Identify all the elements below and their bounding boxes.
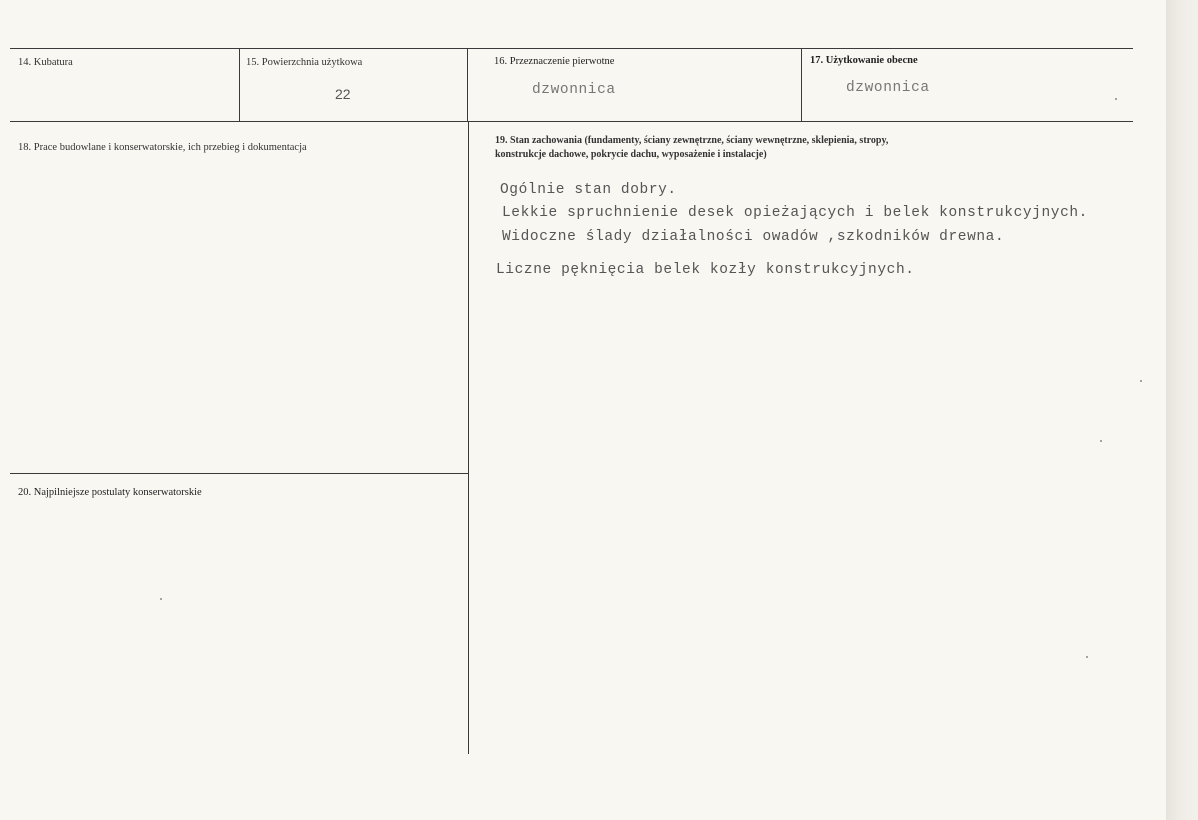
field-17-value: dzwonnica: [846, 80, 930, 96]
paper-speck: [1100, 440, 1102, 442]
field-15-value: 22: [335, 86, 351, 102]
field-18-label: 18. Prace budowlane i konserwatorskie, ich przebieg i dokumentacja: [18, 142, 307, 153]
condition-line-1: Ogólnie stan dobry.: [500, 182, 677, 198]
paper-speck: [1140, 380, 1142, 382]
field-16-label: 16. Przeznaczenie pierwotne: [494, 56, 615, 67]
paper-speck: [1086, 656, 1088, 658]
paper-speck: [160, 598, 162, 600]
divider-15-16: [467, 49, 468, 121]
field-20-label: 20. Najpilniejsze postulaty konserwatorskie: [18, 487, 202, 498]
row1-bottom-border: [10, 121, 1133, 122]
field-14-label: 14. Kubatura: [18, 57, 73, 68]
field-15-label: 15. Powierzchnia użytkowa: [246, 57, 363, 68]
condition-line-3: Widoczne ślady działalności owadów ,szkodników drewna.: [502, 229, 1005, 245]
condition-line-4: Liczne pęknięcia belek kozły konstrukcyjnych.: [496, 262, 915, 278]
divider-16-17: [801, 49, 802, 121]
card-edge-shadow: [1166, 0, 1198, 820]
paper-speck: [1115, 98, 1117, 100]
field-19-label-line1: 19. Stan zachowania (fundamenty, ściany zewnętrzne, ściany wewnętrzne, sklepienia, stropy,: [495, 135, 889, 146]
field-17-label: 17. Użytkowanie obecne: [810, 55, 918, 66]
divider-main-column: [468, 122, 469, 754]
field20-top-border: [10, 473, 468, 474]
condition-line-2: Lekkie spruchnienie desek opieżających i belek konstrukcyjnych.: [502, 205, 1088, 221]
row1-top-border: [10, 48, 1133, 49]
field-16-value: dzwonnica: [532, 82, 616, 98]
divider-14-15: [239, 49, 240, 121]
field-19-label-line2: konstrukcje dachowe, pokrycie dachu, wyposażenie i instalacje): [495, 149, 767, 160]
